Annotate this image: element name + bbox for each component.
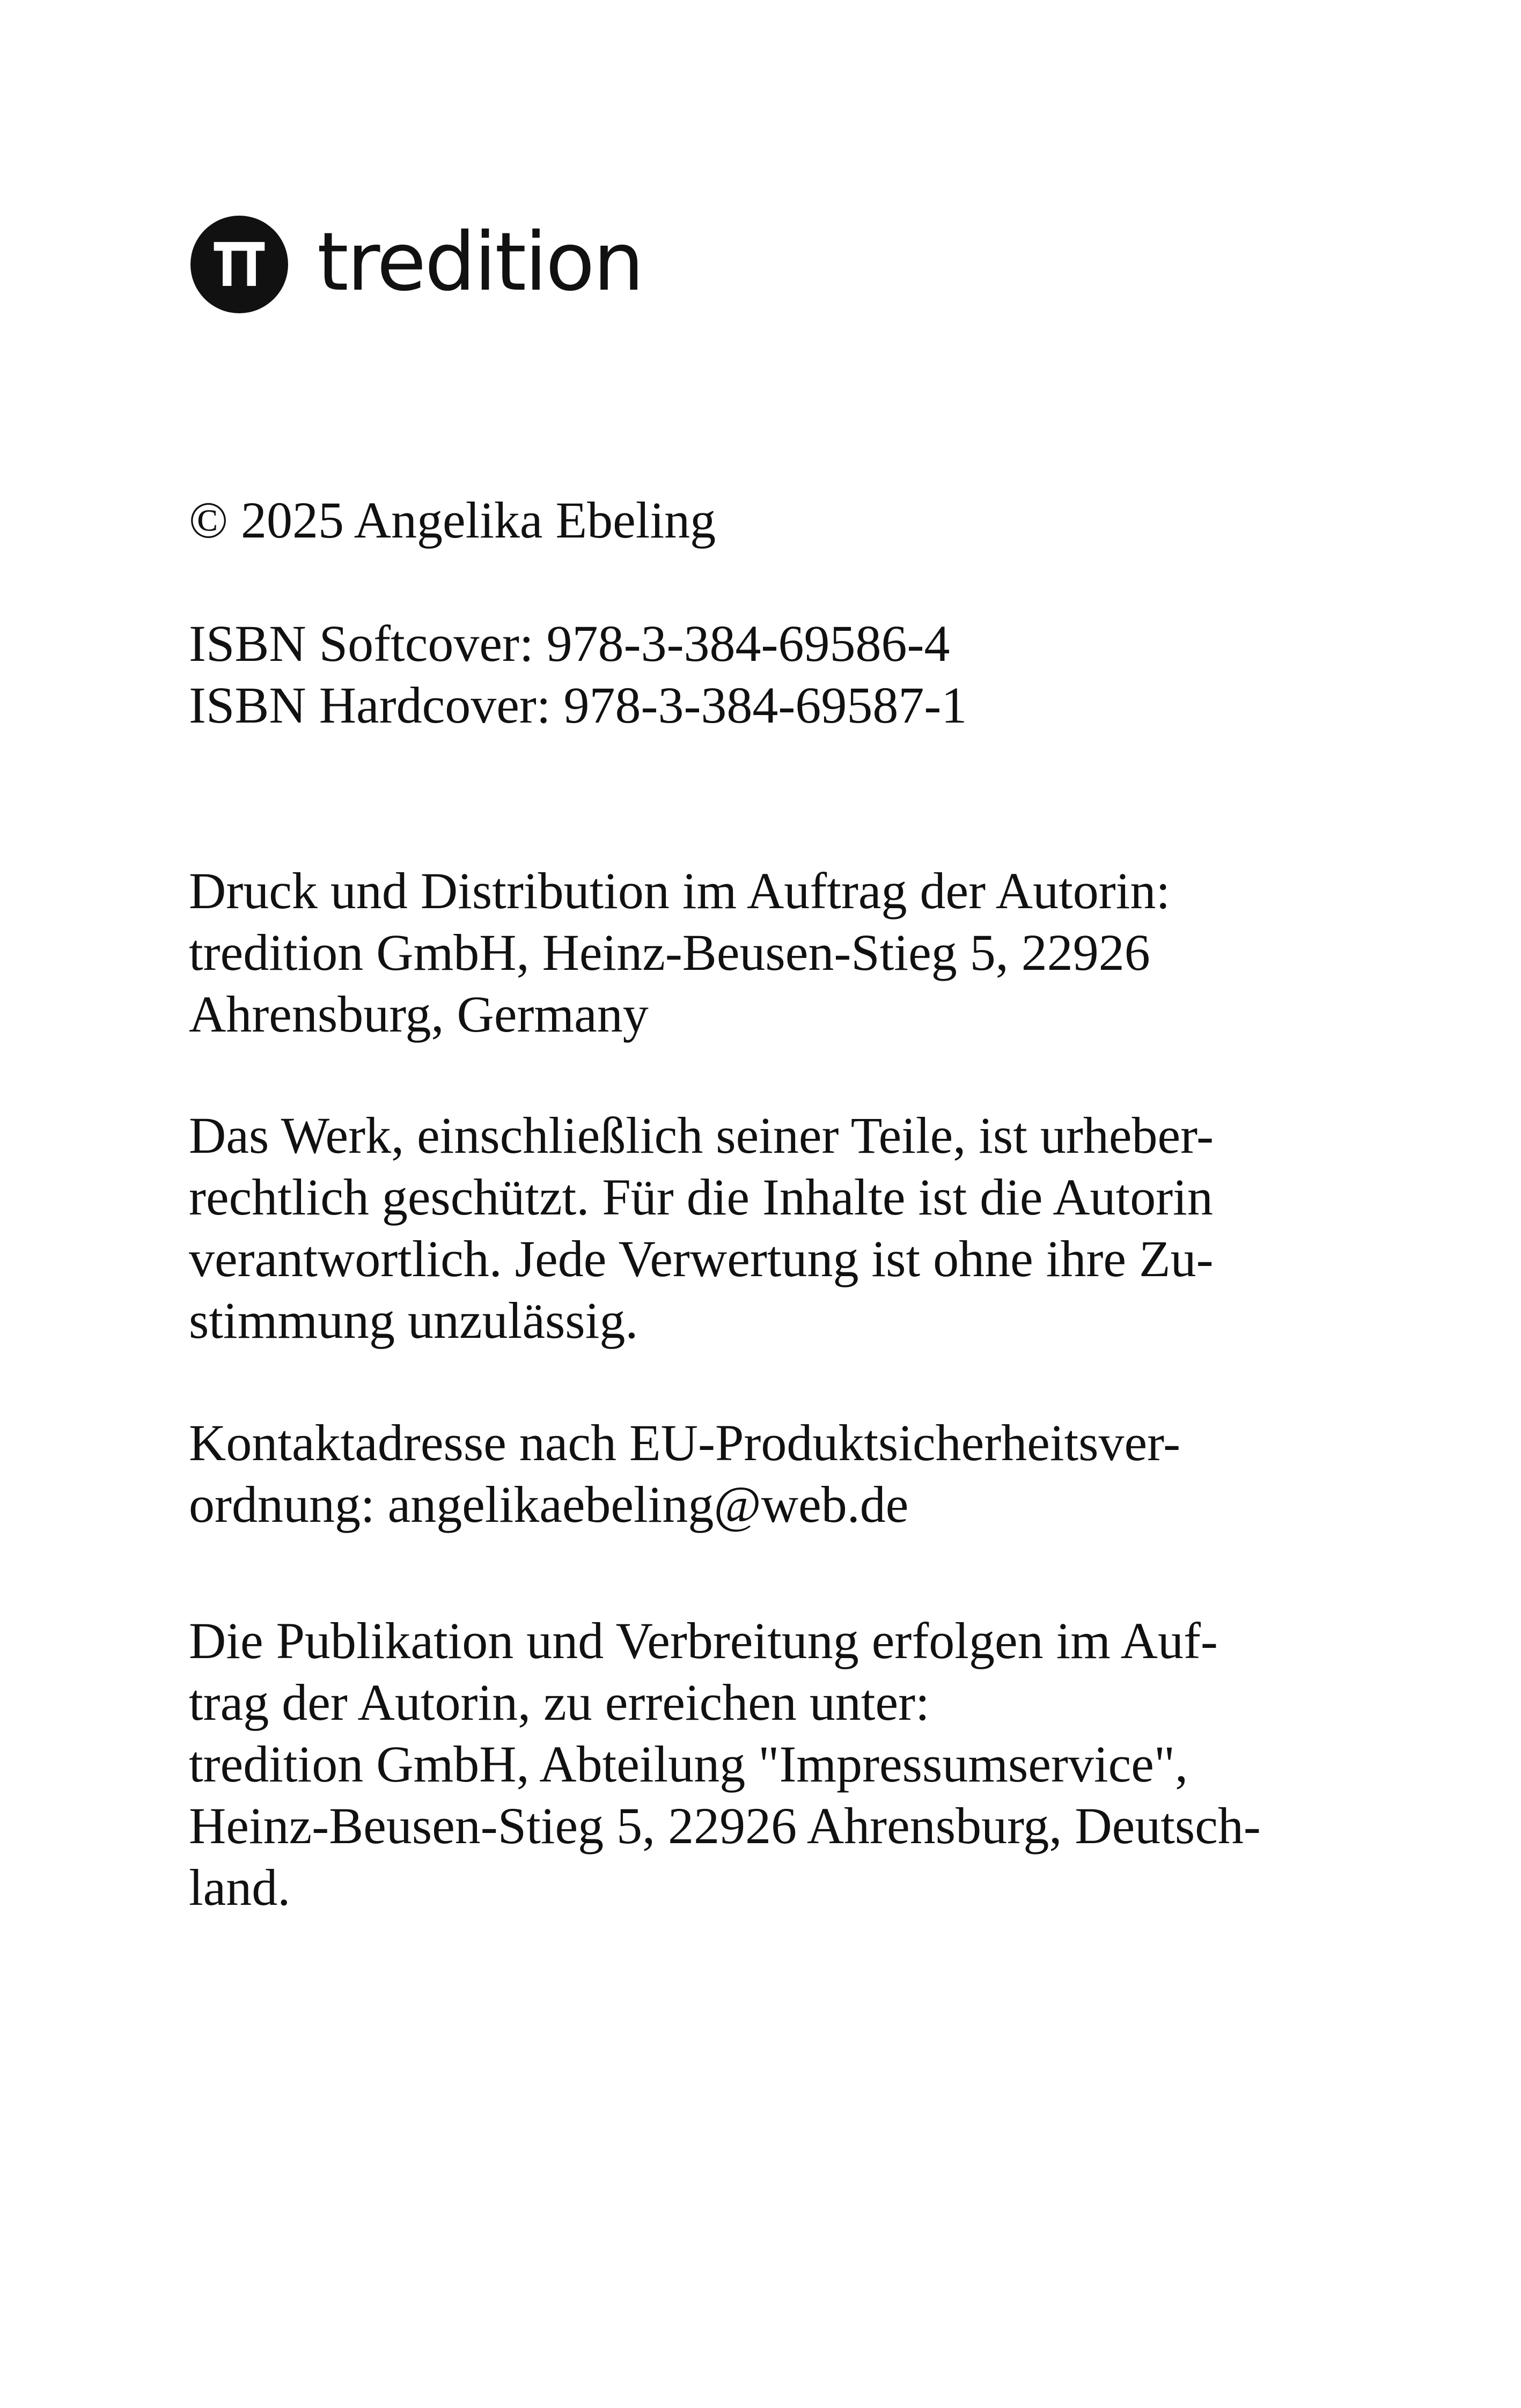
publication-line: tredition GmbH, Abteilung "Impressumservice",: [189, 1735, 1188, 1793]
publication-line: Heinz-Beusen-Stieg 5, 22926 Ahrensburg, Deutsch-: [189, 1797, 1261, 1854]
publication-line: trag der Autorin, zu erreichen unter:: [189, 1674, 930, 1731]
contact-line: Kontaktadresse nach EU-Produktsicherheitsver-: [189, 1414, 1181, 1471]
print-line: Ahrensburg, Germany: [189, 985, 649, 1043]
rights-line: stimmung unzulässig.: [189, 1292, 638, 1349]
rights-line: rechtlich geschützt. Für die Inhalte ist die Autorin: [189, 1168, 1213, 1226]
contact-line: ordnung: angelikaebeling@web.de: [189, 1476, 909, 1533]
isbn-softcover: ISBN Softcover: 978-3-384-69586-4: [189, 615, 950, 672]
copyright-line: © 2025 Angelika Ebeling: [189, 491, 716, 549]
tredition-logo-icon: [190, 216, 288, 313]
publication-line: land.: [189, 1859, 291, 1916]
print-line: Druck und Distribution im Auftrag der Autorin:: [189, 862, 1171, 919]
publication-line: Die Publikation und Verbreitung erfolgen im Auf-: [189, 1612, 1218, 1669]
rights-line: Das Werk, einschließlich seiner Teile, ist urheber-: [189, 1107, 1214, 1164]
isbn-hardcover: ISBN Hardcover: 978-3-384-69587-1: [189, 676, 967, 734]
rights-line: verantwortlich. Jede Verwertung ist ohne ihre Zu-: [189, 1230, 1214, 1287]
print-line: tredition GmbH, Heinz-Beusen-Stieg 5, 22926: [189, 924, 1150, 981]
copyright-notice: [189, 489, 716, 551]
contact-block: [189, 1412, 1180, 1535]
publication-block: [189, 1610, 1261, 1918]
rights-block: [189, 1104, 1214, 1351]
logo-wordmark: tredition: [317, 216, 643, 309]
print-distribution-block: [189, 860, 1170, 1045]
isbn-block: [189, 613, 967, 736]
publisher-logo: [190, 216, 643, 313]
